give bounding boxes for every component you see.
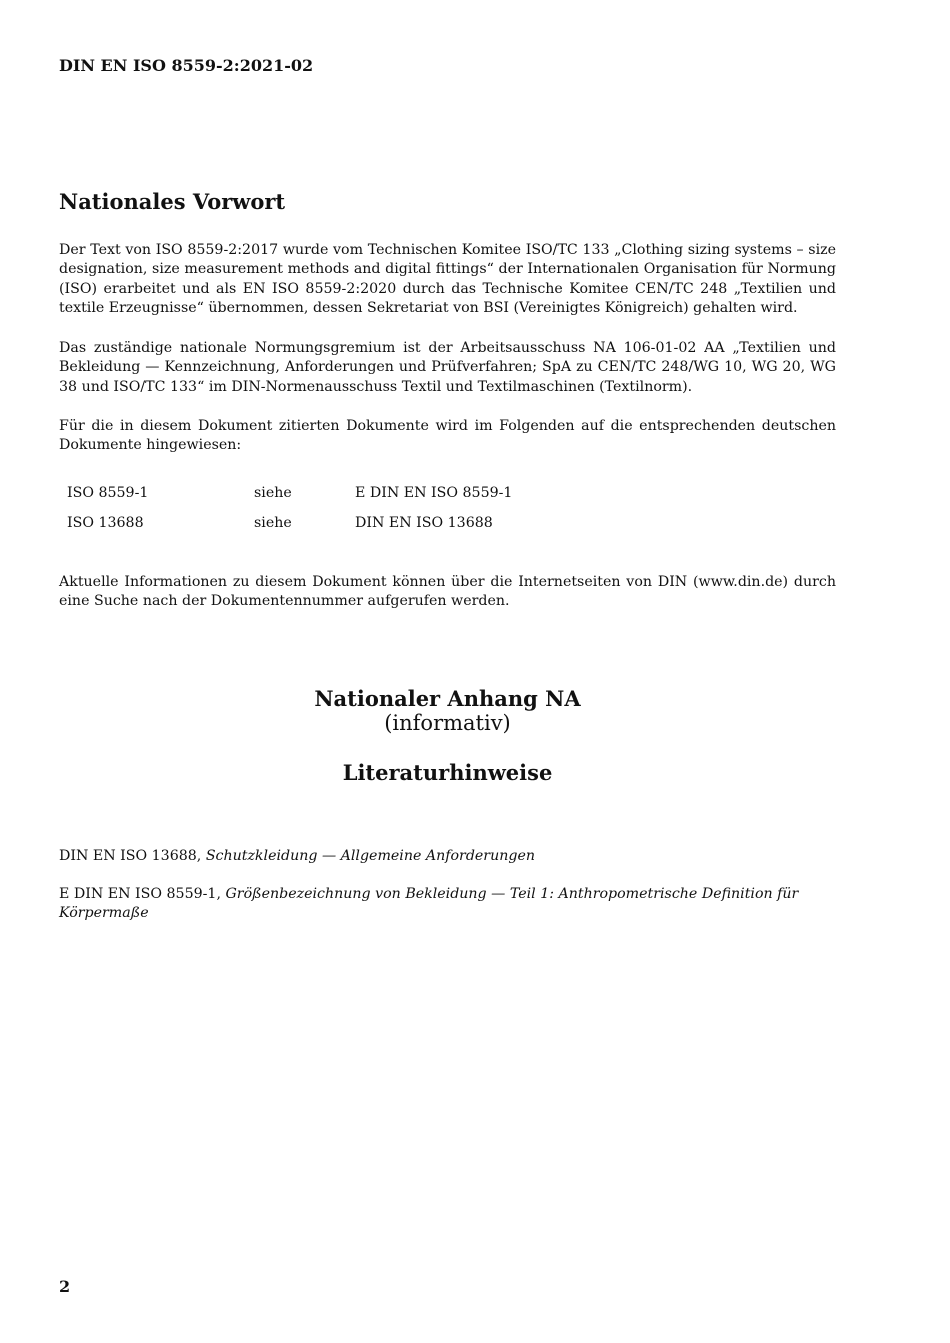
document-header-id: DIN EN ISO 8559-2:2021-02 — [59, 56, 314, 75]
reference-iso-cell: ISO 13688 — [67, 515, 144, 531]
foreword-paragraph-1: Der Text von ISO 8559-2:2017 wurde vom Technischen Komitee ISO/TC 133 „Clothing sizing systems – size designation, size measurement methods and digital fittings“ der Internationalen Organisation für Normung (ISO) erarbeitet und als EN ISO 8559-2:2020 durch das Technische Komitee CEN/TC 248 „Textilien und textile Erzeugnisse“ übernommen, dessen Sekretariat von BSI (Vereinigtes Königreich) gehalten wird. — [59, 242, 836, 317]
reference-din-cell: DIN EN ISO 13688 — [355, 515, 493, 531]
foreword-paragraph-2: Das zuständige nationale Normungsgremium ist der Arbeitsausschuss NA 106-01-02 AA „Textilien und Bekleidung — Kennzeichnung, Anforderungen und Prüfverfahren; SpA zu CEN/TC 248/WG 10, WG 20, WG 38 und ISO/TC 133“ im DIN-Normenausschuss Textil und Textilmaschinen (Textilnorm). — [59, 340, 836, 395]
table-row — [59, 478, 655, 508]
foreword-paragraph-3: Für die in diesem Dokument zitierten Dokumente wird im Folgenden auf die entsprechenden deutschen Dokumente hingewiesen: — [59, 418, 836, 454]
annex-title: Nationaler Anhang NA — [314, 686, 581, 711]
foreword-paragraph-4: Aktuelle Informationen zu diesem Dokument können über die Internetseiten von DIN (www.din.de) durch eine Suche nach der Dokumentennummer aufgerufen werden. — [59, 574, 836, 610]
reference-relation-cell: siehe — [254, 485, 292, 501]
bibliography-title: Schutzkleidung — Allgemeine Anforderungen — [205, 848, 535, 864]
bibliography-id: E DIN EN ISO 8559-1, — [59, 886, 226, 902]
bibliography-id: DIN EN ISO 13688, — [59, 848, 206, 864]
literature-title: Literaturhinweise — [342, 760, 553, 785]
table-row — [59, 508, 655, 538]
bibliography-title: Größenbezeichnung von Bekleidung — Teil 1: Anthropometrische Definition für Körpermaße — [59, 886, 799, 922]
reference-relation-cell: siehe — [254, 515, 292, 531]
annex-subtitle: (informativ) — [384, 711, 511, 735]
page-number: 2 — [59, 1277, 71, 1296]
bibliography-entry — [59, 847, 836, 866]
reference-din-cell: E DIN EN ISO 8559-1 — [355, 485, 513, 501]
bibliography-entry — [59, 885, 836, 924]
foreword-title: Nationales Vorwort — [59, 189, 286, 214]
reference-iso-cell: ISO 8559-1 — [67, 485, 149, 501]
reference-table — [59, 478, 655, 538]
